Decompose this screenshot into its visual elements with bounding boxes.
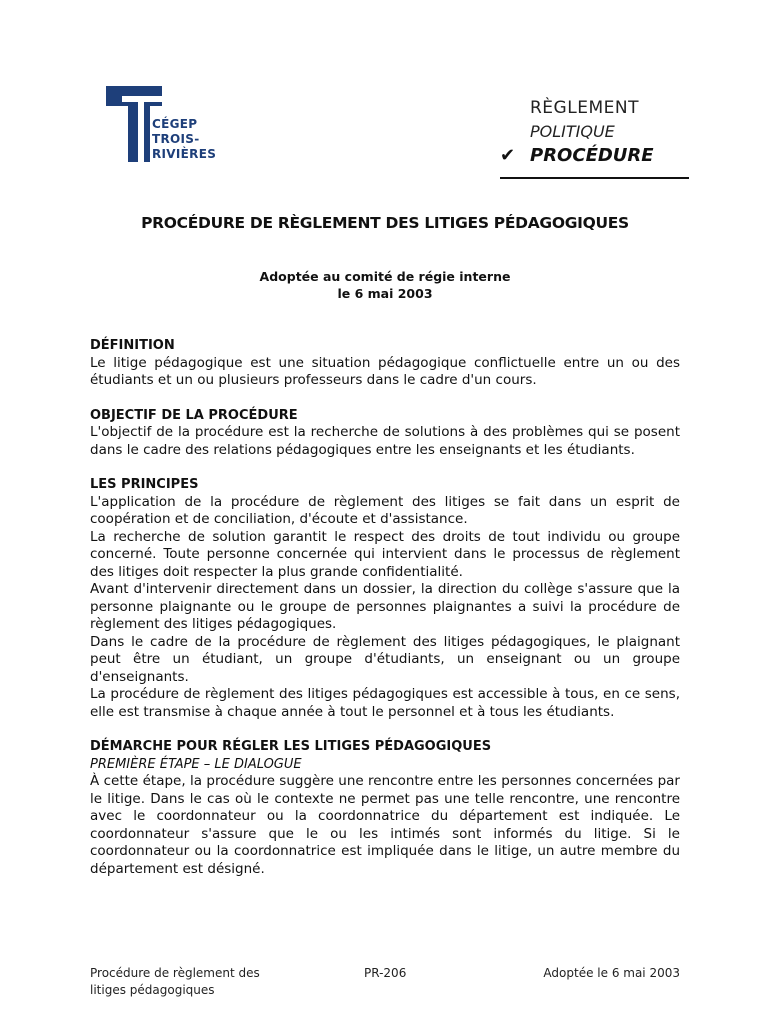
section-heading: LES PRINCIPES	[90, 477, 199, 492]
logo-line: TROIS-	[152, 132, 200, 146]
paragraph: Dans le cadre de la procédure de règlement des litiges pédagogiques, le plaignant peut être un étudiant, un groupe d'étudiants, un enseignant ou un groupe d'enseignants.	[90, 633, 680, 685]
document-body	[90, 337, 680, 895]
section-heading: DÉMARCHE POUR RÉGLER LES LITIGES PÉDAGOGIQUES	[90, 739, 492, 754]
paragraph: La recherche de solution garantit le respect des droits de tout individu ou groupe concerné. Toute personne concernée qui intervient dans le processus de règlement des litiges doit respecter la plus grande confidentialité.	[90, 528, 680, 580]
footer-title: Procédure de règlement des litiges pédagogiques	[90, 966, 260, 997]
adoption-note	[0, 268, 770, 302]
doc-type-reglement: RÈGLEMENT	[530, 98, 639, 118]
logo-line: RIVIÈRES	[152, 147, 217, 161]
section-definition	[90, 337, 680, 390]
header-divider	[500, 177, 689, 179]
adoption-line-1: Adoptée au comité de régie interne	[259, 269, 511, 284]
doc-type-politique: POLITIQUE	[530, 122, 615, 141]
logo-wordmark	[152, 117, 216, 162]
section-text: Le litige pédagogique est une situation pédagogique conflictuelle entre un ou des étudiants et un ou plusieurs professeurs dans le cadre d'un cours.	[90, 354, 680, 388]
section-heading: OBJECTIF DE LA PROCÉDURE	[90, 407, 298, 423]
paragraph: L'application de la procédure de règlement des litiges se fait dans un esprit de coopération et de conciliation, d'écoute et d'assistance.	[90, 493, 680, 527]
section-demarche	[90, 738, 680, 878]
section-heading: DÉFINITION	[90, 338, 175, 353]
section-objectif	[90, 407, 680, 460]
doc-type-procedure-label: PROCÉDURE	[530, 145, 654, 166]
section-principes	[90, 476, 680, 721]
paragraph: Avant d'intervenir directement dans un dossier, la direction du collège s'assure que la personne plaignante ou le groupe de personnes plaignantes a suivi la procédure de règlement des litiges pédagogiques.	[90, 581, 680, 632]
page-title: PROCÉDURE DE RÈGLEMENT DES LITIGES PÉDAGOGIQUES	[141, 214, 629, 232]
section-text: L'objectif de la procédure est la recherche de solutions à des problèmes qui se posent dans le cadre des relations pédagogiques entre les enseignants et les étudiants.	[90, 424, 680, 458]
adoption-line-2: le 6 mai 2003	[337, 286, 433, 301]
doc-type-procedure	[500, 144, 688, 168]
section-text: À cette étape, la procédure suggère une rencontre entre les personnes concernées par le litige. Dans le cas où le contexte ne permet pas une telle rencontre, une rencontre avec le coordonnateur ou la coordonnatrice du département est indiquée. Le coordonnateur s'assure que le ou les intimés sont informés du litige. Si le coordonnateur ou la coordonnatrice est impliquée dans le litige, un autre membre du département est désigné.	[90, 773, 680, 877]
footer-date: Adoptée le 6 mai 2003	[543, 966, 680, 980]
section-subheading: PREMIÈRE ÉTAPE – LE DIALOGUE	[90, 756, 302, 772]
paragraph: La procédure de règlement des litiges pédagogiques est accessible à tous, en ce sens, elle est transmise à chaque année à tout le personnel et à tous les étudiants.	[90, 686, 680, 720]
document-type-list	[500, 96, 688, 168]
logo-line: CÉGEP	[152, 117, 198, 131]
check-icon: ✔	[500, 145, 516, 166]
footer-code: PR-206	[364, 966, 407, 980]
